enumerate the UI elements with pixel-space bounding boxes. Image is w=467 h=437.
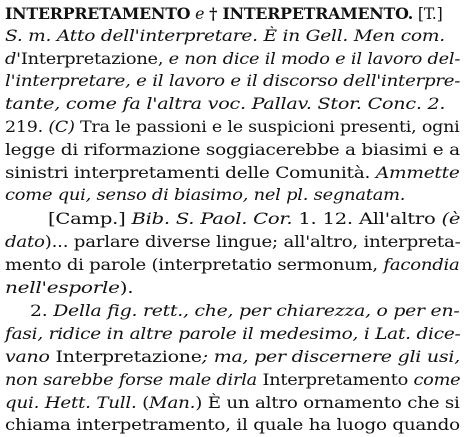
italic-text: come qui, senso di biasimo, nel pl. segnatam. [5, 185, 406, 204]
italic-text: qui. Hett. Tull. [5, 393, 137, 412]
text-line [5, 413, 460, 437]
roman-text: legge di riformazione soggiacerebbe a biasimi e a [5, 140, 460, 159]
italic-text: e [190, 4, 210, 23]
italic-text: (è [441, 209, 461, 228]
italic-text: (C) [48, 117, 75, 136]
italic-text: tante, come fa l'altra voc. Pallav. Stor. Conc. 2. [5, 94, 446, 113]
text-line [5, 69, 461, 93]
headword-text: † INTERPETRAMENTO. [209, 4, 414, 23]
roman-text: chiama interpetramento, il quale ha luogo quando [5, 415, 460, 434]
italic-text: vano [5, 347, 56, 366]
text-line [5, 276, 134, 300]
text-line [48, 207, 461, 231]
roman-text: ). [119, 278, 134, 297]
italic-text: Man. [149, 393, 196, 412]
text-line [5, 2, 449, 26]
text-line [5, 138, 460, 162]
roman-text: [T.] [413, 4, 443, 23]
roman-text: )... parlare diverse lingue; all'altro, interpreta- [44, 232, 461, 251]
roman-text: 1. 12. All'altro [292, 209, 442, 228]
text-line [5, 345, 460, 369]
italic-text: dato [5, 232, 45, 251]
roman-text: ( [136, 393, 150, 412]
italic-text: facondia [383, 255, 460, 274]
italic-text: d' [5, 49, 21, 68]
italic-text: come [408, 370, 461, 389]
roman-text: sinistri interpretamenti delle Comunità. [5, 163, 376, 182]
italic-text: fasi, ridice in altre parole il medesimo, i Lat. dice- [5, 324, 461, 343]
roman-text: Interpretamento [262, 370, 409, 389]
italic-text: Della fig. rett., che, per chiarezza, o per en- [53, 301, 460, 320]
text-line [5, 115, 460, 139]
text-line [5, 92, 446, 116]
text-line [5, 368, 461, 392]
roman-text: 219. [5, 117, 49, 136]
italic-text: e non dice il modo e il lavoro del- [163, 49, 461, 68]
italic-text: ; ma, per discernere gli usi, [201, 347, 460, 366]
roman-text: 2. [30, 301, 54, 320]
text-line [5, 24, 445, 48]
headword-text: INTERPRETAMENTO [5, 4, 191, 23]
italic-text: Bib. S. Paol. Cor. [131, 209, 293, 228]
text-line [5, 161, 460, 185]
italic-text: non sarebbe forse male dirla [5, 370, 263, 389]
italic-text: Ammette [375, 163, 460, 182]
italic-text: l'interpretare, e il lavoro e il discorso dell'interpre- [5, 71, 461, 90]
text-line [5, 253, 460, 277]
text-line [5, 183, 406, 207]
roman-text: Interpretazione, [20, 49, 164, 68]
text-line [30, 299, 460, 323]
text-line [5, 322, 461, 346]
roman-text: ) È un altro ornamento che si [195, 393, 460, 412]
text-line [5, 47, 461, 71]
roman-text: Tra le passioni e le suspicioni presenti, ogni [74, 117, 460, 136]
roman-text: Interpretazione [55, 347, 202, 366]
roman-text: mento di parole (interpretatio sermonum, [5, 255, 384, 274]
text-line [5, 391, 460, 415]
text-line [5, 230, 461, 254]
italic-text: nell'esporle [5, 278, 120, 297]
roman-text: [Camp.] [48, 209, 132, 228]
italic-text: S. m. Atto dell'interpretare. È in Gell. Men com. [5, 26, 445, 45]
